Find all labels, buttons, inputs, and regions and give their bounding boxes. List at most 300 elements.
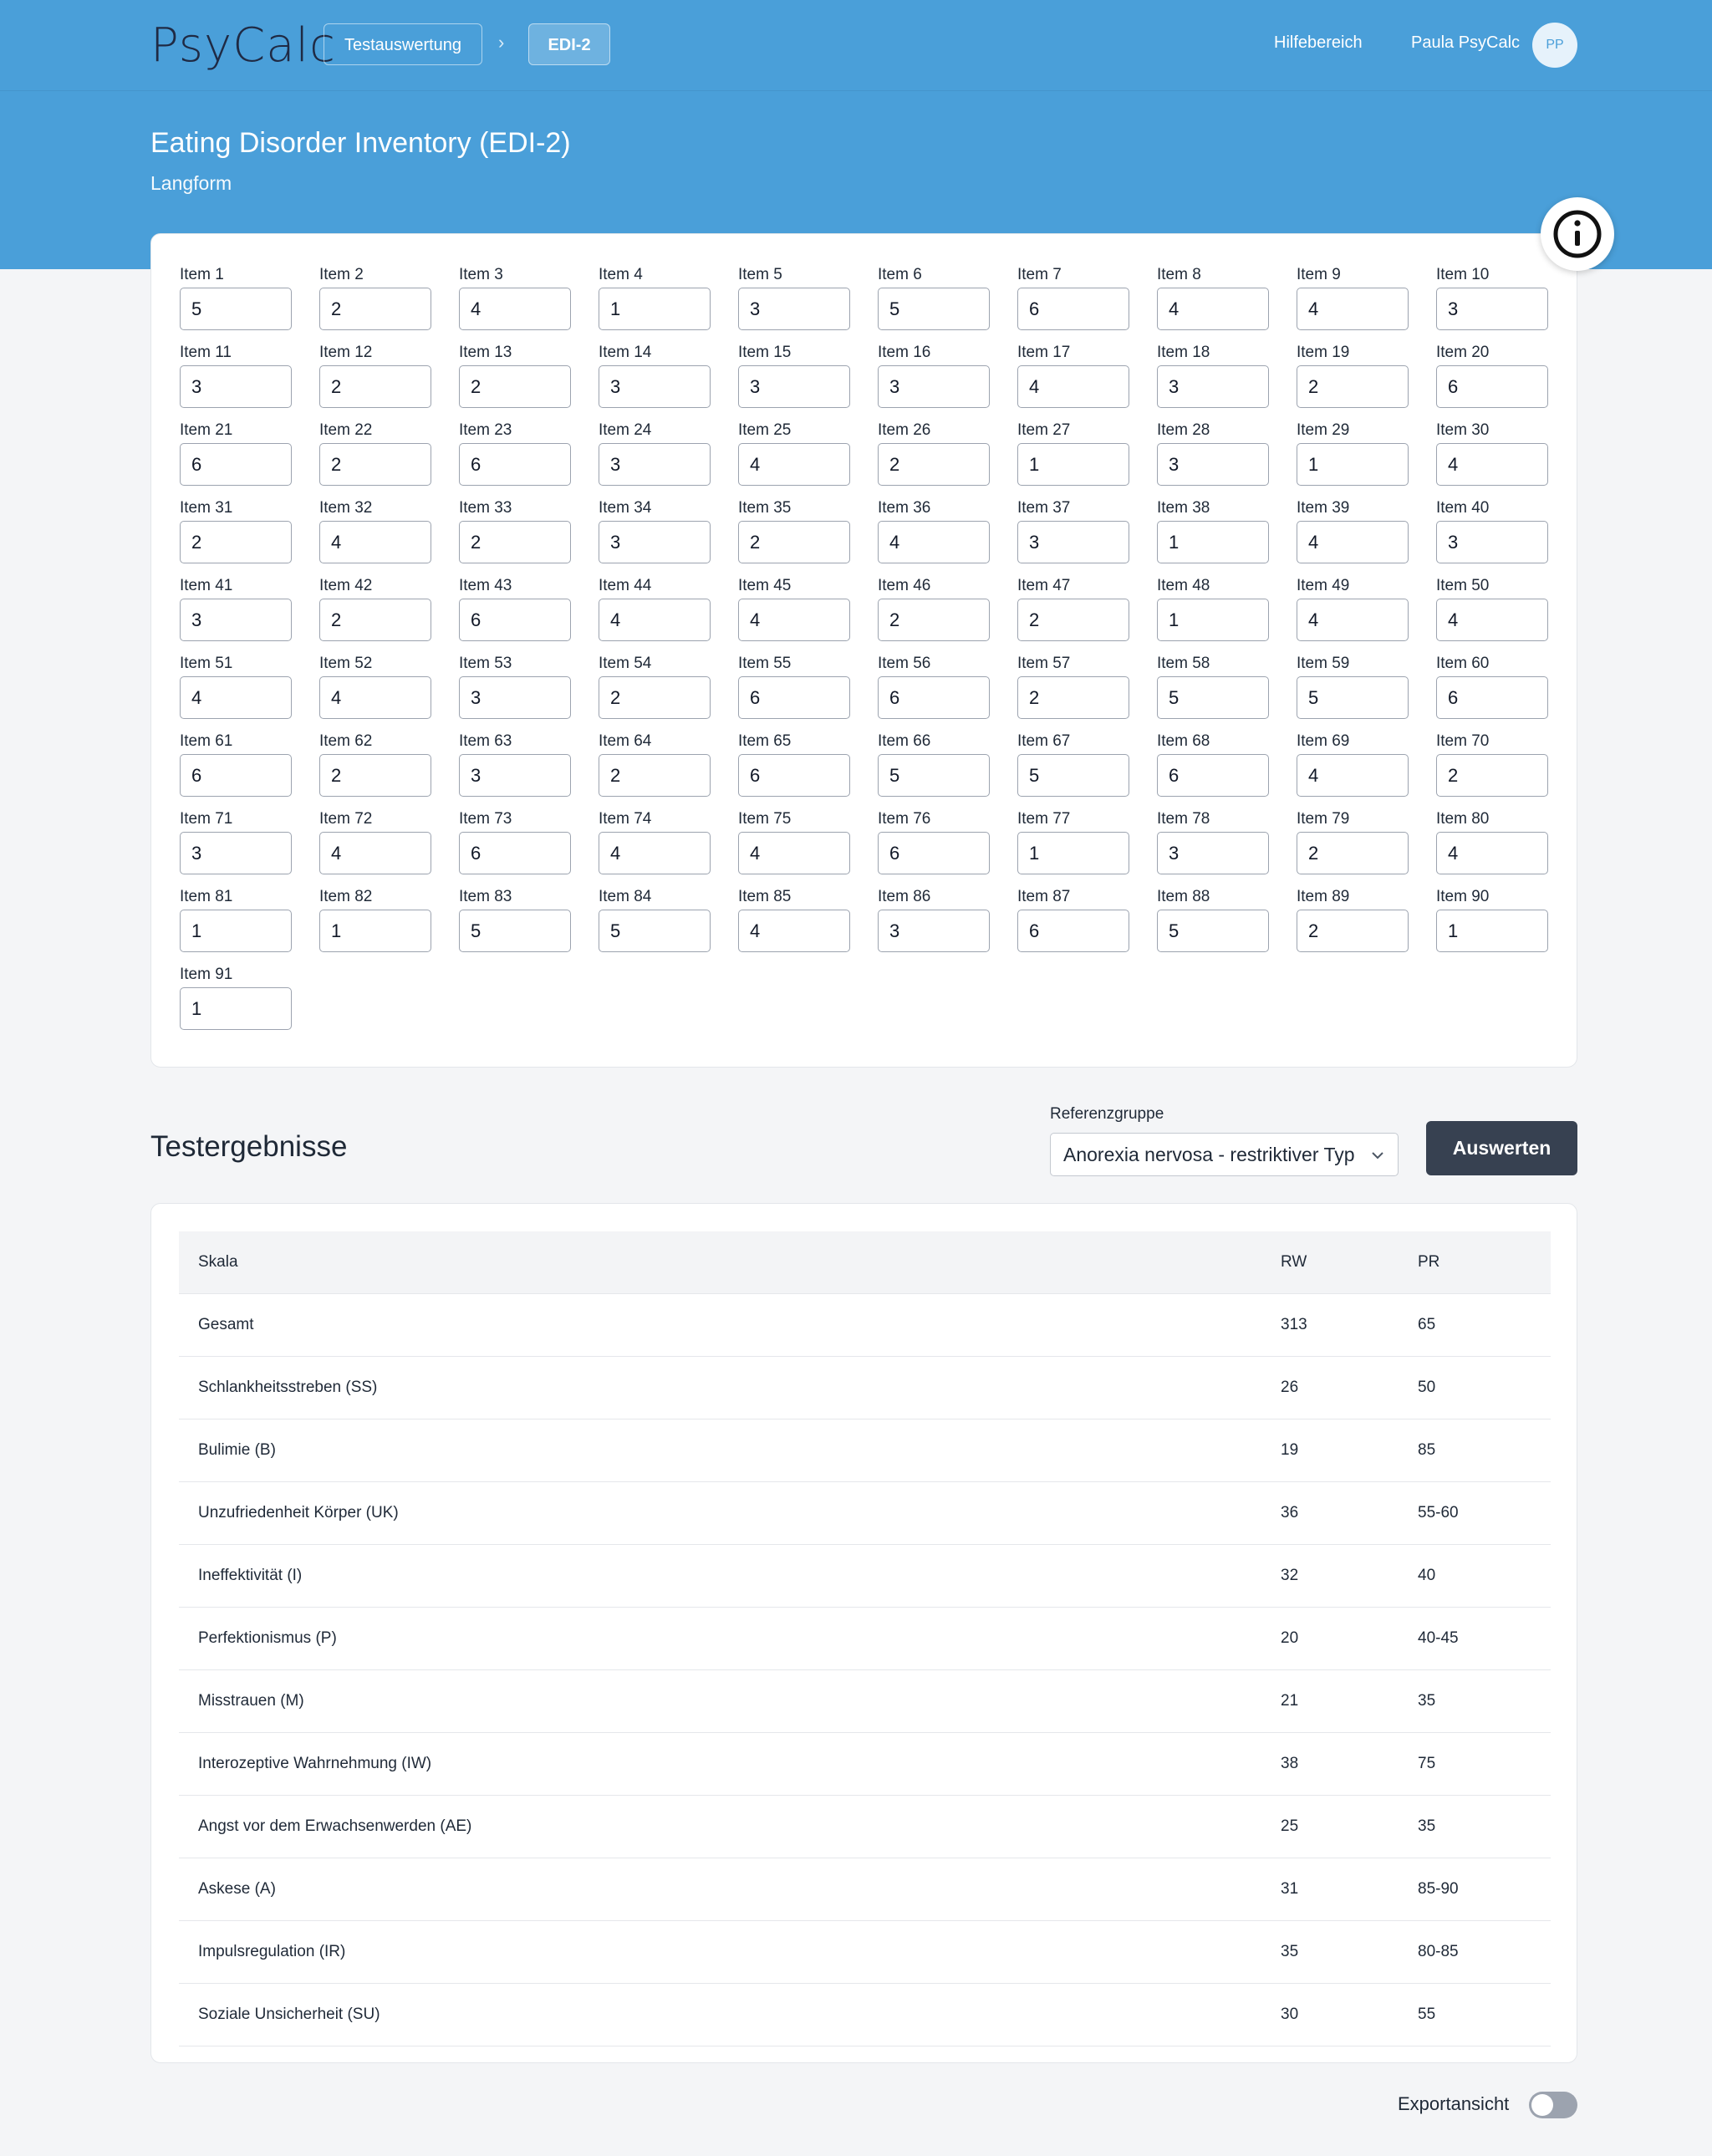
item-input[interactable] [1017,599,1129,641]
item-field [738,262,850,330]
item-label: Item 12 [319,344,373,361]
item-field [1017,573,1129,641]
item-label: Item 73 [459,810,512,828]
item-label: Item 9 [1297,266,1341,283]
item-field [180,262,292,330]
items-card [150,233,1577,1068]
scale-name: Impulsregulation (IR) [198,1943,346,1960]
item-input[interactable] [878,365,990,408]
item-field [878,729,990,797]
item-field [1157,418,1269,486]
item-input[interactable] [1297,754,1409,797]
item-field [180,884,292,952]
help-link[interactable]: Hilfebereich [1274,33,1363,52]
item-label: Item 72 [319,810,373,828]
percentile-rank: 85 [1418,1441,1436,1459]
item-field [319,418,431,486]
scale-name: Soziale Unsicherheit (SU) [198,2006,380,2023]
item-field [1017,340,1129,408]
scale-name: Schlankheitsstreben (SS) [198,1379,378,1396]
item-input[interactable] [1157,599,1269,641]
item-label: Item 19 [1297,344,1350,361]
item-label: Item 17 [1017,344,1071,361]
item-field [1297,340,1409,408]
item-label: Item 33 [459,499,512,517]
item-input[interactable] [459,599,571,641]
item-input[interactable] [459,754,571,797]
item-input[interactable] [1436,288,1548,330]
item-input[interactable] [319,910,431,952]
percentile-rank: 75 [1418,1755,1436,1772]
item-label: Item 50 [1436,577,1490,594]
item-label: Item 29 [1297,421,1350,439]
item-input[interactable] [599,832,711,874]
item-input[interactable] [878,443,990,486]
item-label: Item 24 [599,421,652,439]
item-label: Item 58 [1157,655,1210,672]
item-field [1157,651,1269,719]
item-field [1157,807,1269,874]
item-field [1157,496,1269,563]
item-field [1017,496,1129,563]
item-field [738,496,850,563]
item-input[interactable] [319,599,431,641]
item-field [878,340,990,408]
item-input[interactable] [1436,521,1548,563]
item-input[interactable] [180,754,292,797]
raw-score: 21 [1281,1692,1299,1710]
item-input[interactable] [1157,288,1269,330]
item-field [1436,418,1548,486]
item-field [599,496,711,563]
item-field [1297,573,1409,641]
item-input[interactable] [180,365,292,408]
item-field [1297,418,1409,486]
item-label: Item 42 [319,577,373,594]
raw-score: 36 [1281,1504,1299,1521]
item-field [319,496,431,563]
raw-score: 19 [1281,1441,1299,1459]
export-view-label: Exportansicht [1398,2093,1510,2114]
item-label: Item 51 [180,655,233,672]
item-input[interactable] [1297,676,1409,719]
percentile-rank: 40 [1418,1567,1436,1584]
reference-group-select[interactable] [1050,1133,1399,1176]
item-label: Item 69 [1297,732,1350,750]
item-input[interactable] [599,910,711,952]
item-field [1297,807,1409,874]
results-table [179,1231,1551,2046]
info-button[interactable] [1541,197,1614,271]
table-row [179,1482,1551,1545]
item-field [1017,729,1129,797]
item-input[interactable] [599,599,711,641]
item-input[interactable] [738,365,850,408]
export-view-toggle[interactable] [1529,2092,1577,2118]
item-input[interactable] [599,521,711,563]
raw-score: 25 [1281,1817,1299,1835]
item-field [459,651,571,719]
item-field [1436,651,1548,719]
percentile-rank: 35 [1418,1817,1436,1835]
item-input[interactable] [738,832,850,874]
item-label: Item 31 [180,499,233,517]
item-input[interactable] [1157,676,1269,719]
item-field [1017,651,1129,719]
item-input[interactable] [599,443,711,486]
item-input[interactable] [319,754,431,797]
column-header-pr: PR [1418,1253,1440,1271]
item-input[interactable] [319,365,431,408]
item-label: Item 35 [738,499,792,517]
table-row [179,1858,1551,1921]
item-input[interactable] [1297,910,1409,952]
top-navbar [0,0,1712,91]
item-field [459,262,571,330]
item-label: Item 82 [319,888,373,905]
item-input[interactable] [459,443,571,486]
scale-name: Interozeptive Wahrnehmung (IW) [198,1755,432,1772]
item-input[interactable] [1157,754,1269,797]
item-field [1297,651,1409,719]
item-input[interactable] [1017,365,1129,408]
item-field [180,807,292,874]
scale-name: Gesamt [198,1316,254,1333]
item-label: Item 44 [599,577,652,594]
item-input[interactable] [180,910,292,952]
item-field [319,262,431,330]
item-input[interactable] [1297,832,1409,874]
item-field [599,807,711,874]
item-input[interactable] [319,443,431,486]
item-label: Item 14 [599,344,652,361]
raw-score: 38 [1281,1755,1299,1772]
item-label: Item 46 [878,577,931,594]
item-field [738,651,850,719]
item-label: Item 62 [319,732,373,750]
item-field [1297,729,1409,797]
item-label: Item 13 [459,344,512,361]
item-input[interactable] [738,676,850,719]
scale-name: Angst vor dem Erwachsenwerden (AE) [198,1817,472,1835]
item-label: Item 41 [180,577,233,594]
item-label: Item 25 [738,421,792,439]
item-field [459,807,571,874]
item-input[interactable] [738,910,850,952]
raw-score: 31 [1281,1880,1299,1898]
item-input[interactable] [738,288,850,330]
item-input[interactable] [878,288,990,330]
item-input[interactable] [459,910,571,952]
item-input[interactable] [599,288,711,330]
item-label: Item 86 [878,888,931,905]
item-input[interactable] [1017,288,1129,330]
percentile-rank: 35 [1418,1692,1436,1710]
item-input[interactable] [319,676,431,719]
item-input[interactable] [878,754,990,797]
item-input[interactable] [180,987,292,1030]
item-input[interactable] [1157,365,1269,408]
percentile-rank: 50 [1418,1379,1436,1396]
item-label: Item 21 [180,421,233,439]
table-row [179,1921,1551,1984]
item-input[interactable] [1017,443,1129,486]
item-field [1157,573,1269,641]
item-input[interactable] [1436,910,1548,952]
item-input[interactable] [878,832,990,874]
item-label: Item 43 [459,577,512,594]
item-input[interactable] [180,676,292,719]
item-field [599,418,711,486]
item-label: Item 10 [1436,266,1490,283]
item-field [599,573,711,641]
breadcrumb-edi2[interactable]: EDI-2 [528,23,610,65]
item-input[interactable] [1297,599,1409,641]
item-label: Item 47 [1017,577,1071,594]
item-label: Item 22 [319,421,373,439]
item-field [599,729,711,797]
item-input[interactable] [599,676,711,719]
item-input[interactable] [180,288,292,330]
item-input[interactable] [738,754,850,797]
item-field [878,496,990,563]
item-label: Item 27 [1017,421,1071,439]
raw-score: 20 [1281,1629,1299,1647]
item-label: Item 34 [599,499,652,517]
item-field [1017,807,1129,874]
item-field [1436,340,1548,408]
item-label: Item 30 [1436,421,1490,439]
item-field [1157,340,1269,408]
item-input[interactable] [459,288,571,330]
item-label: Item 23 [459,421,512,439]
item-label: Item 11 [180,344,232,361]
table-row [179,1608,1551,1670]
item-label: Item 75 [738,810,792,828]
item-field [878,262,990,330]
item-input[interactable] [459,365,571,408]
item-input[interactable] [878,676,990,719]
item-label: Item 1 [180,266,224,283]
item-label: Item 8 [1157,266,1201,283]
table-row [179,1419,1551,1482]
item-field [180,496,292,563]
item-label: Item 40 [1436,499,1490,517]
item-field [459,418,571,486]
item-label: Item 16 [878,344,931,361]
percentile-rank: 85-90 [1418,1880,1459,1898]
item-label: Item 91 [180,966,233,983]
item-input[interactable] [180,443,292,486]
item-field [738,807,850,874]
item-field [878,651,990,719]
item-label: Item 88 [1157,888,1210,905]
item-label: Item 67 [1017,732,1071,750]
breadcrumb-testauswertung[interactable]: Testauswertung [324,23,482,65]
item-field [1436,884,1548,952]
item-label: Item 76 [878,810,931,828]
item-label: Item 85 [738,888,792,905]
item-input[interactable] [1436,599,1548,641]
item-field [1157,729,1269,797]
item-field [738,340,850,408]
item-field [1157,262,1269,330]
reference-group-label: Referenzgruppe [1050,1105,1164,1123]
chevron-down-icon [1369,1147,1386,1164]
item-input[interactable] [1157,832,1269,874]
item-field [1436,496,1548,563]
item-label: Item 32 [319,499,373,517]
item-label: Item 66 [878,732,931,750]
item-label: Item 36 [878,499,931,517]
item-input[interactable] [1017,910,1129,952]
item-input[interactable] [1157,521,1269,563]
item-label: Item 6 [878,266,922,283]
item-field [1017,418,1129,486]
scale-name: Bulimie (B) [198,1441,276,1459]
item-field [459,573,571,641]
item-input[interactable] [1436,443,1548,486]
item-field [319,729,431,797]
item-field [180,573,292,641]
item-input[interactable] [1017,832,1129,874]
item-input[interactable] [1017,754,1129,797]
item-input[interactable] [1017,521,1129,563]
item-field [180,340,292,408]
item-field [878,807,990,874]
item-input[interactable] [738,599,850,641]
item-label: Item 81 [180,888,233,905]
item-field [319,340,431,408]
item-input[interactable] [459,832,571,874]
item-input[interactable] [459,676,571,719]
item-input[interactable] [319,288,431,330]
item-input[interactable] [1297,521,1409,563]
item-input[interactable] [1297,288,1409,330]
item-input[interactable] [599,754,711,797]
item-field [1436,262,1548,330]
scale-name: Askese (A) [198,1880,276,1898]
table-row [179,1545,1551,1608]
item-field [599,340,711,408]
item-input[interactable] [1436,365,1548,408]
breadcrumb-separator: › [498,32,505,53]
item-label: Item 89 [1297,888,1350,905]
reference-group-value: Anorexia nervosa - restriktiver Typ [1063,1144,1355,1165]
item-input[interactable] [878,599,990,641]
item-input[interactable] [1436,676,1548,719]
item-label: Item 59 [1297,655,1350,672]
item-input[interactable] [319,832,431,874]
item-label: Item 7 [1017,266,1062,283]
table-row [179,1670,1551,1733]
item-field [319,651,431,719]
item-input[interactable] [319,521,431,563]
item-input[interactable] [180,599,292,641]
item-input[interactable] [1436,832,1548,874]
page-subtitle: Langform [150,172,232,194]
item-label: Item 38 [1157,499,1210,517]
user-name[interactable]: Paula PsyCalc [1411,33,1521,52]
item-field [738,884,850,952]
item-field [1297,884,1409,952]
item-field [599,651,711,719]
table-body [179,1294,1551,2046]
item-label: Item 26 [878,421,931,439]
item-label: Item 68 [1157,732,1210,750]
item-input[interactable] [878,910,990,952]
item-field [319,807,431,874]
item-field [1157,884,1269,952]
item-label: Item 48 [1157,577,1210,594]
item-input[interactable] [599,365,711,408]
item-field [1297,496,1409,563]
item-label: Item 54 [599,655,652,672]
item-input[interactable] [1017,676,1129,719]
item-field [738,729,850,797]
item-input[interactable] [738,521,850,563]
item-label: Item 78 [1157,810,1210,828]
item-field [459,884,571,952]
item-label: Item 83 [459,888,512,905]
item-input[interactable] [878,521,990,563]
item-label: Item 61 [180,732,233,750]
table-header [179,1231,1551,1294]
percentile-rank: 65 [1418,1316,1436,1333]
item-input[interactable] [1436,754,1548,797]
item-input[interactable] [459,521,571,563]
scale-name: Ineffektivität (I) [198,1567,303,1584]
item-input[interactable] [1157,910,1269,952]
item-label: Item 28 [1157,421,1210,439]
item-field [180,962,292,1030]
item-label: Item 71 [180,810,233,828]
item-input[interactable] [1157,443,1269,486]
raw-score: 26 [1281,1379,1299,1396]
item-field [1017,884,1129,952]
item-input[interactable] [1297,365,1409,408]
item-label: Item 63 [459,732,512,750]
item-label: Item 65 [738,732,792,750]
item-input[interactable] [180,521,292,563]
percentile-rank: 80-85 [1418,1943,1459,1960]
item-input[interactable] [180,832,292,874]
item-label: Item 53 [459,655,512,672]
item-field [180,729,292,797]
item-label: Item 2 [319,266,364,283]
item-label: Item 80 [1436,810,1490,828]
item-field [878,418,990,486]
raw-score: 32 [1281,1567,1299,1584]
item-field [599,884,711,952]
item-field [1436,807,1548,874]
item-field [319,573,431,641]
item-label: Item 20 [1436,344,1490,361]
evaluate-button[interactable]: Auswerten [1426,1121,1577,1175]
page-title: Eating Disorder Inventory (EDI-2) [150,127,571,159]
logo[interactable]: PsyCalc [150,18,336,73]
column-header-rw: RW [1281,1253,1307,1271]
item-input[interactable] [738,443,850,486]
avatar[interactable]: PP [1532,23,1577,68]
percentile-rank: 55-60 [1418,1504,1459,1521]
item-input[interactable] [1297,443,1409,486]
scale-name: Unzufriedenheit Körper (UK) [198,1504,399,1521]
item-field [738,418,850,486]
table-row [179,1984,1551,2046]
raw-score: 30 [1281,2006,1299,2023]
results-title: Testergebnisse [150,1130,348,1163]
